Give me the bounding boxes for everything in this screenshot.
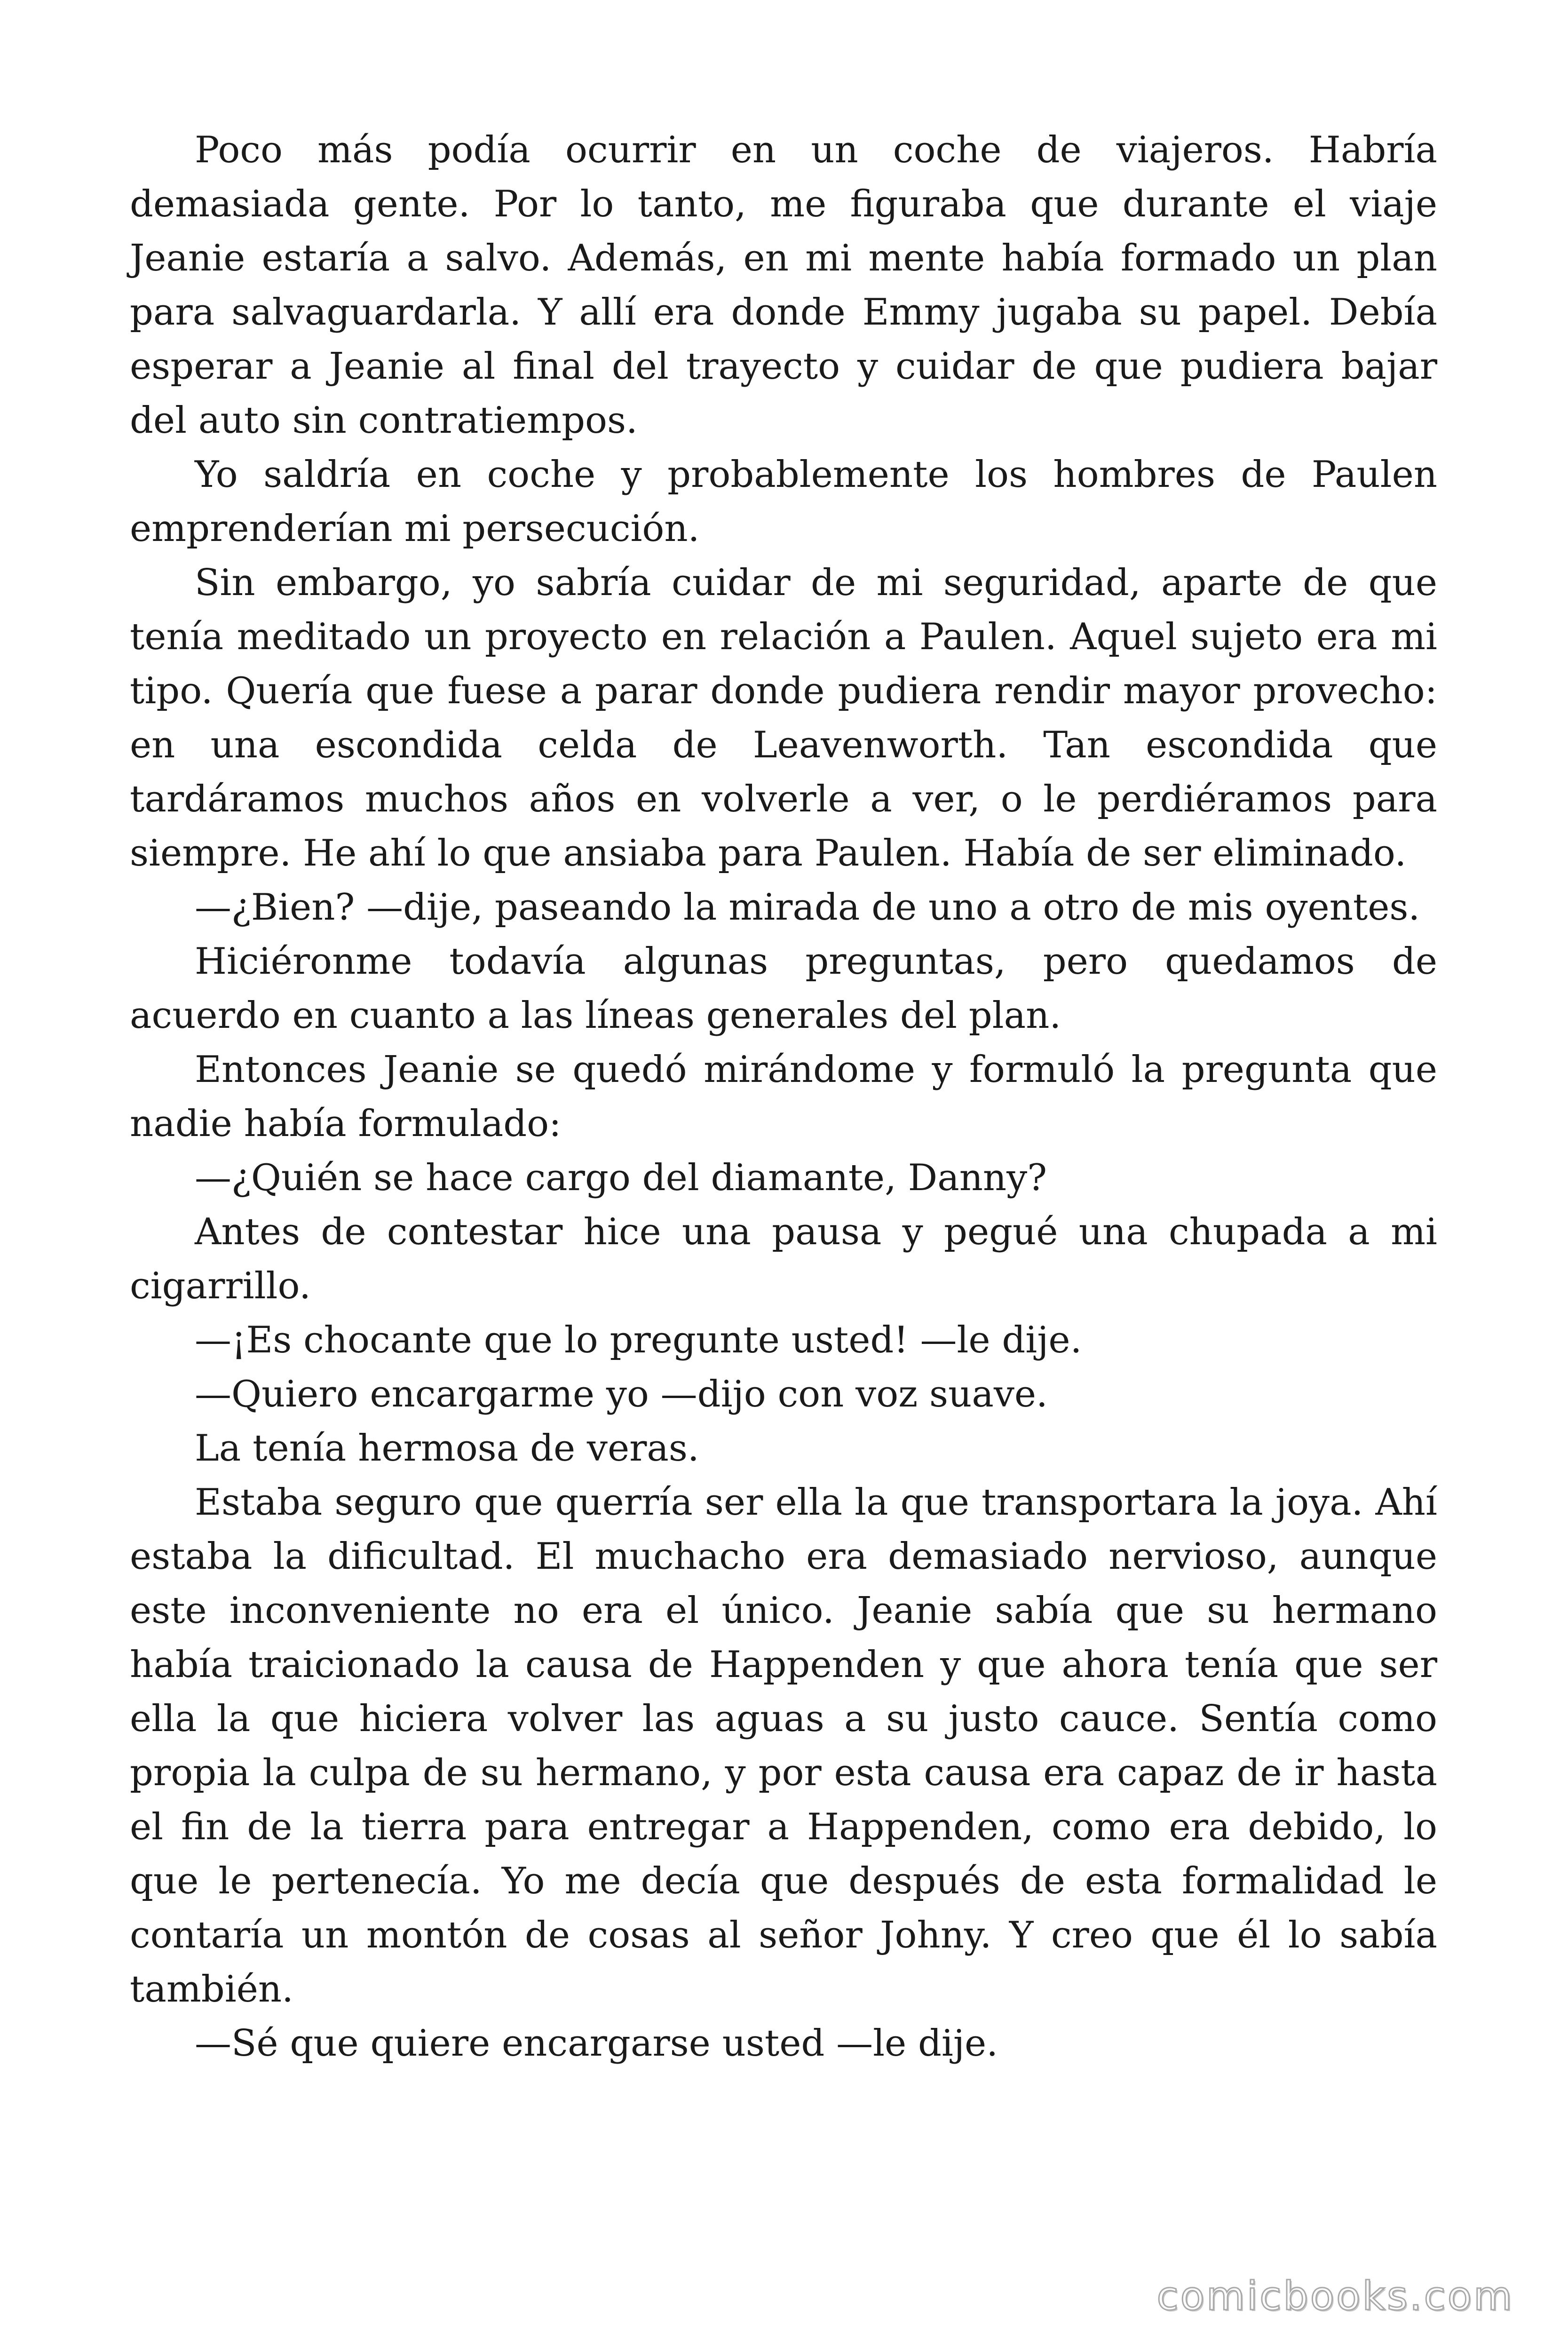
paragraph: —Sé que quiere encargarse usted —le dije. — [195, 2022, 998, 2065]
paragraph: La tenía hermosa de veras. — [195, 1427, 699, 1470]
paragraph: Entonces Jeanie se quedó mirándome y formuló la pregunta que nadie había formulado: — [130, 1049, 1437, 1145]
paragraph: Poco más podía ocurrir en un coche de viajeros. Habría demasiada gente. Por lo tanto, me figuraba que durante el viaje Jeanie estaría a salvo. Además, en mi mente había formado un plan para salvaguardarla. Y allí era donde Emmy jugaba su papel. Debía esperar a Jeanie al final del trayecto y cuidar de que pudiera bajar del auto sin contratiempos. — [130, 129, 1437, 442]
paragraph: Sin embargo, yo sabría cuidar de mi seguridad, aparte de que tenía meditado un proyecto en relación a Paulen. Aquel sujeto era mi tipo. Quería que fuese a parar donde pudiera rendir mayor provecho: en una escondida celda de Leavenworth. Tan escondida que tardáramos muchos años en volverle a ver, o le perdiéramos para siempre. He ahí lo que ansiaba para Paulen. Había de ser eliminado. — [130, 562, 1437, 874]
body-text — [130, 123, 1437, 2071]
paragraph: Estaba seguro que querría ser ella la que transportara la joya. Ahí estaba la dificultad. El muchacho era demasiado nervioso, aunque este inconveniente no era el único. Jeanie sabía que su hermano había traicionado la causa de Happenden y que ahora tenía que ser ella la que hiciera volver las aguas a su justo cauce. Sentía como propia la culpa de su hermano, y por esta causa era capaz de ir hasta el fin de la tierra para entregar a Happenden, como era debido, lo que le pertenecía. Yo me decía que después de esta formalidad le contaría un montón de cosas al señor Johny. Y creo que él lo sabía también. — [130, 1481, 1437, 2010]
paragraph: —¿Bien? —dije, paseando la mirada de uno a otro de mis oyentes. — [195, 886, 1420, 929]
paragraph: —¡Es chocante que lo pregunte usted! —le dije. — [195, 1319, 1082, 1361]
paragraph: Yo saldría en coche y probablemente los hombres de Paulen emprenderían mi persecución. — [130, 453, 1437, 550]
paragraph: Hiciéronme todavía algunas preguntas, pero quedamos de acuerdo en cuanto a las líneas generales del plan. — [130, 940, 1437, 1037]
watermark: comicbooks.com — [1156, 2273, 1514, 2319]
paragraph: —¿Quién se hace cargo del diamante, Danny? — [195, 1157, 1047, 1199]
paragraph: —Quiero encargarme yo —dijo con voz suave. — [195, 1373, 1048, 1415]
paragraph: Antes de contestar hice una pausa y pegué una chupada a mi cigarrillo. — [130, 1211, 1437, 1307]
